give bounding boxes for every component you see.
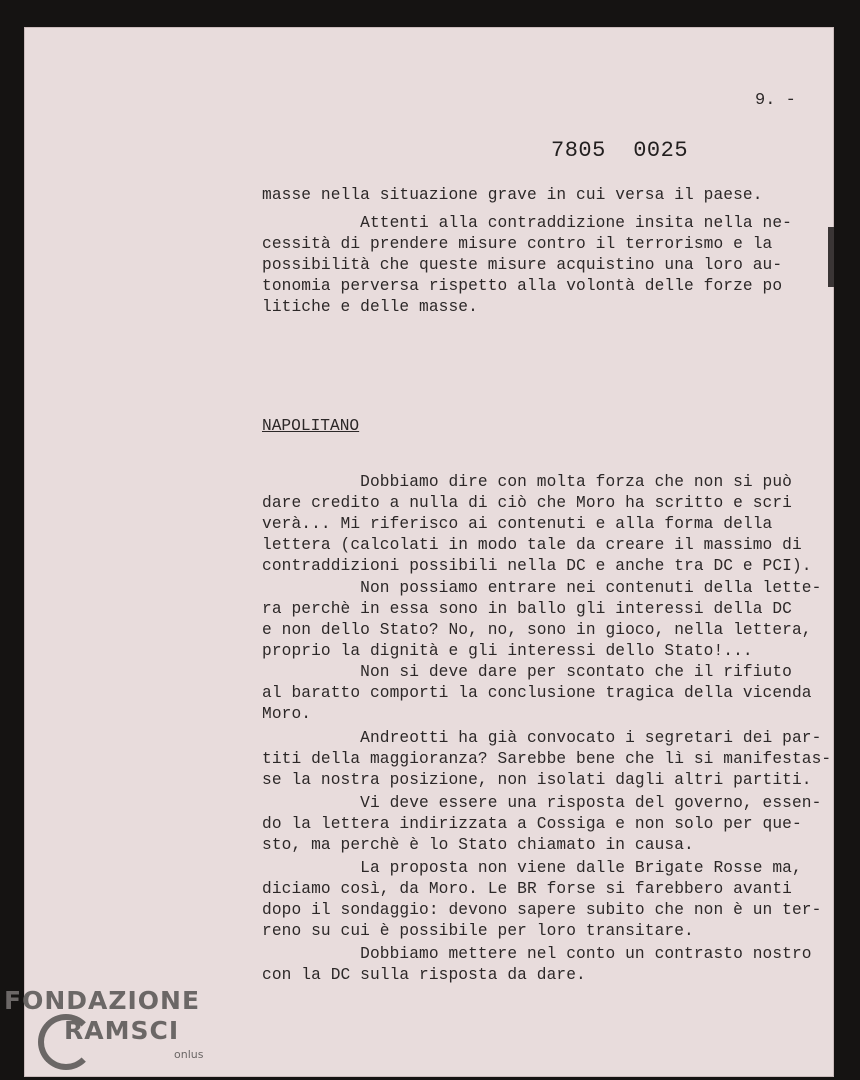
text-line: litiche e delle masse. (262, 298, 478, 316)
text-line: al baratto comporti la conclusione tragica della vicenda (262, 684, 812, 702)
text-line: con la DC sulla risposta da dare. (262, 966, 586, 984)
text-line: diciamo così, da Moro. Le BR forse si farebbero avanti (262, 880, 792, 898)
text-line: Attenti alla contraddizione insita nella ne- (262, 214, 792, 232)
text-line: se la nostra posizione, non isolati dagli altri partiti. (262, 771, 812, 789)
text-line: tonomia perversa rispetto alla volontà delle forze po (262, 277, 783, 295)
text-line: masse nella situazione grave in cui versa il paese. (262, 186, 763, 204)
fondazione-gramsci-logo (4, 986, 219, 1076)
text-line: titi della maggioranza? Sarebbe bene che lì si manifestas- (262, 750, 832, 768)
text-line: Andreotti ha già convocato i segretari dei par- (262, 729, 822, 747)
text-line: proprio la dignità e gli interessi dello Stato!... (262, 642, 753, 660)
logo-line-2: RAMSCI (64, 1016, 180, 1045)
logo-line-1: FONDAZIONE (4, 986, 201, 1015)
text-line: e non dello Stato? No, no, sono in gioco, nella lettera, (262, 621, 812, 639)
text-line: ra perchè in essa sono in ballo gli interessi della DC (262, 600, 792, 618)
text-line: do la lettera indirizzata a Cossiga e non solo per que- (262, 815, 802, 833)
text-line: cessità di prendere misure contro il terrorismo e la (262, 235, 773, 253)
text-line: Vi deve essere una risposta del governo, essen- (262, 794, 822, 812)
text-line: possibilità che queste misure acquistino una loro au- (262, 256, 783, 274)
text-line: Moro. (262, 705, 312, 723)
logo-line-3: onlus (174, 1048, 204, 1061)
text-line: dopo il sondaggio: devono sapere subito che non è un ter- (262, 901, 822, 919)
text-line: Dobbiamo dire con molta forza che non si può (262, 473, 792, 491)
paper-edge-shadow (828, 227, 834, 287)
section-heading: NAPOLITANO (262, 417, 360, 435)
text-line: dare credito a nulla di ciò che Moro ha scritto e scri (262, 494, 792, 512)
text-line: Dobbiamo mettere nel conto un contrasto nostro (262, 945, 812, 963)
text-line: La proposta non viene dalle Brigate Rosse ma, (262, 859, 802, 877)
text-line: reno su cui è possibile per loro transitare. (262, 922, 694, 940)
text-line: Non si deve dare per scontato che il rifiuto (262, 663, 792, 681)
text-line: Non possiamo entrare nei contenuti della lette- (262, 579, 822, 597)
text-line: lettera (calcolati in modo tale da creare il massimo di (262, 536, 802, 554)
text-line: verà... Mi riferisco ai contenuti e alla forma della (262, 515, 773, 533)
text-line: sto, ma perchè è lo Stato chiamato in causa. (262, 836, 694, 854)
document-number: 7805 0025 (551, 138, 689, 163)
page-number: 9. - (755, 91, 796, 110)
text-line: contraddizioni possibili nella DC e anche tra DC e PCI). (262, 557, 812, 575)
